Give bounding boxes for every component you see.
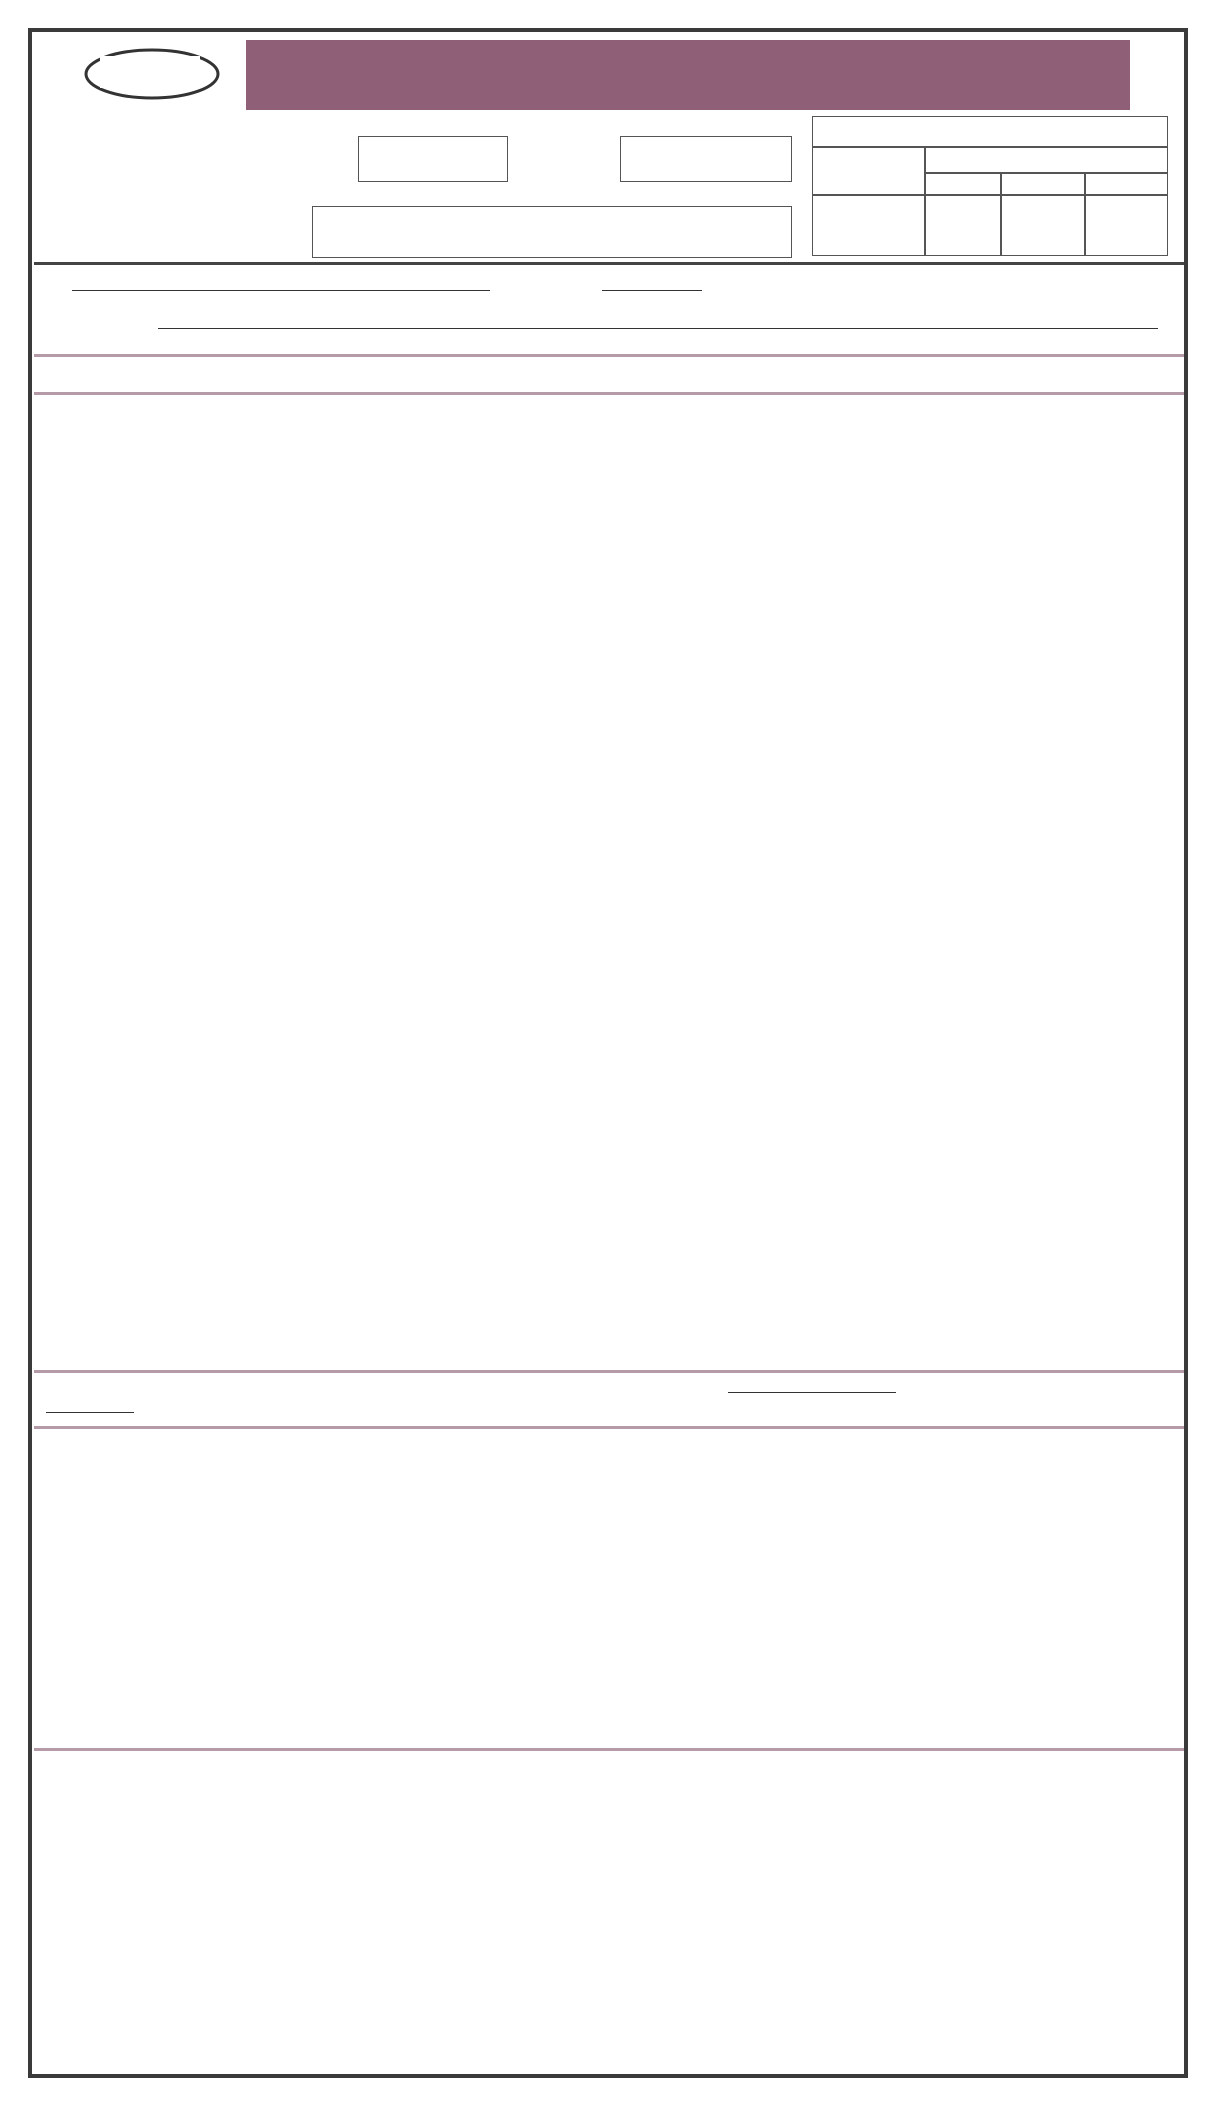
district-field[interactable] (358, 136, 508, 182)
iee-logo (82, 44, 222, 104)
casilla-box (812, 116, 1168, 256)
municipio-field[interactable] (312, 206, 792, 258)
section-field[interactable] (620, 136, 792, 182)
acta-sheet (28, 28, 1188, 2078)
title-band (246, 40, 1130, 110)
